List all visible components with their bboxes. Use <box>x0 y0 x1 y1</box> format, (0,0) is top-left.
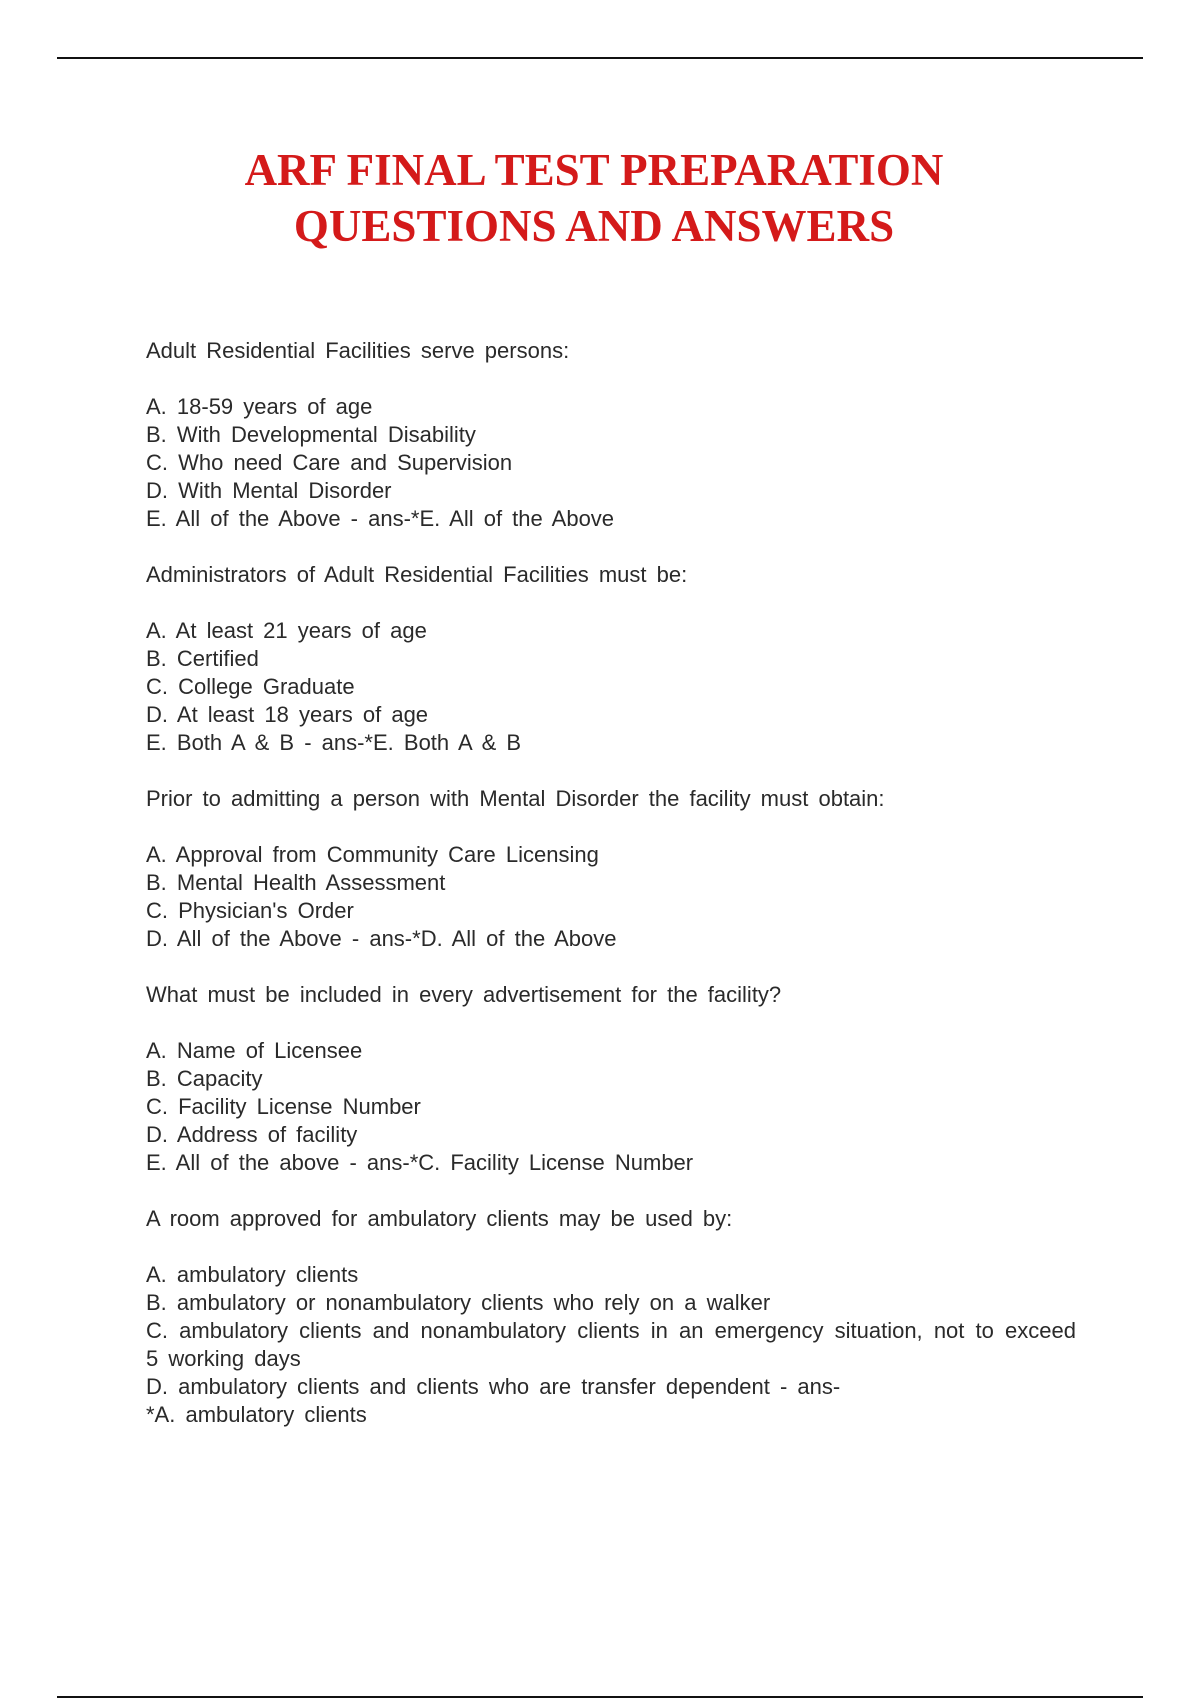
option-e-answer: E. Both A & B - ans-*E. Both A & B <box>146 730 522 755</box>
option-e-answer: E. All of the Above - ans-*E. All of the Above <box>146 506 615 531</box>
option-c: C. College Graduate <box>146 674 355 699</box>
option-b: B. With Developmental Disability <box>146 422 476 447</box>
option-c: C. Physician's Order <box>146 898 354 923</box>
option-a: A. Approval from Community Care Licensing <box>146 842 599 867</box>
option-e-answer: E. All of the above - ans-*C. Facility License Number <box>146 1150 694 1175</box>
option-b: B. ambulatory or nonambulatory clients who rely on a walker <box>146 1290 771 1315</box>
question-4 <box>146 981 1076 1177</box>
top-rule <box>57 57 1143 59</box>
question-text: Adult Residential Facilities serve persons: <box>146 338 570 363</box>
option-d: D. At least 18 years of age <box>146 702 429 727</box>
option-b: B. Capacity <box>146 1066 263 1091</box>
question-text: A room approved for ambulatory clients may be used by: <box>146 1206 733 1231</box>
option-a: A. Name of Licensee <box>146 1038 363 1063</box>
option-a: A. At least 21 years of age <box>146 618 427 643</box>
option-c: C. ambulatory clients and nonambulatory clients in an emergency situation, not to exceed 5 working days <box>146 1318 1076 1371</box>
question-2 <box>146 561 1076 757</box>
bottom-rule <box>57 1696 1143 1698</box>
option-a: A. ambulatory clients <box>146 1262 359 1287</box>
option-d: D. ambulatory clients and clients who are transfer dependent - ans- <box>146 1374 841 1399</box>
option-a: A. 18-59 years of age <box>146 394 373 419</box>
question-text: Administrators of Adult Residential Facilities must be: <box>146 562 688 587</box>
questions-list <box>146 337 1076 1457</box>
option-b: B. Mental Health Assessment <box>146 870 446 895</box>
question-text: Prior to admitting a person with Mental Disorder the facility must obtain: <box>146 786 885 811</box>
question-3 <box>146 785 1076 953</box>
question-text: What must be included in every advertisement for the facility? <box>146 982 782 1007</box>
question-5 <box>146 1205 1076 1429</box>
title-line-1: ARF FINAL TEST PREPARATION <box>244 145 944 195</box>
title-line-2: QUESTIONS AND ANSWERS <box>293 201 895 251</box>
option-d: D. Address of facility <box>146 1122 358 1147</box>
option-d-answer: D. All of the Above - ans-*D. All of the Above <box>146 926 617 951</box>
option-c: C. Who need Care and Supervision <box>146 450 513 475</box>
answer: *A. ambulatory clients <box>146 1402 367 1427</box>
option-c: C. Facility License Number <box>146 1094 421 1119</box>
document-title <box>0 142 1188 254</box>
option-b: B. Certified <box>146 646 259 671</box>
option-d: D. With Mental Disorder <box>146 478 392 503</box>
question-1 <box>146 337 1076 533</box>
